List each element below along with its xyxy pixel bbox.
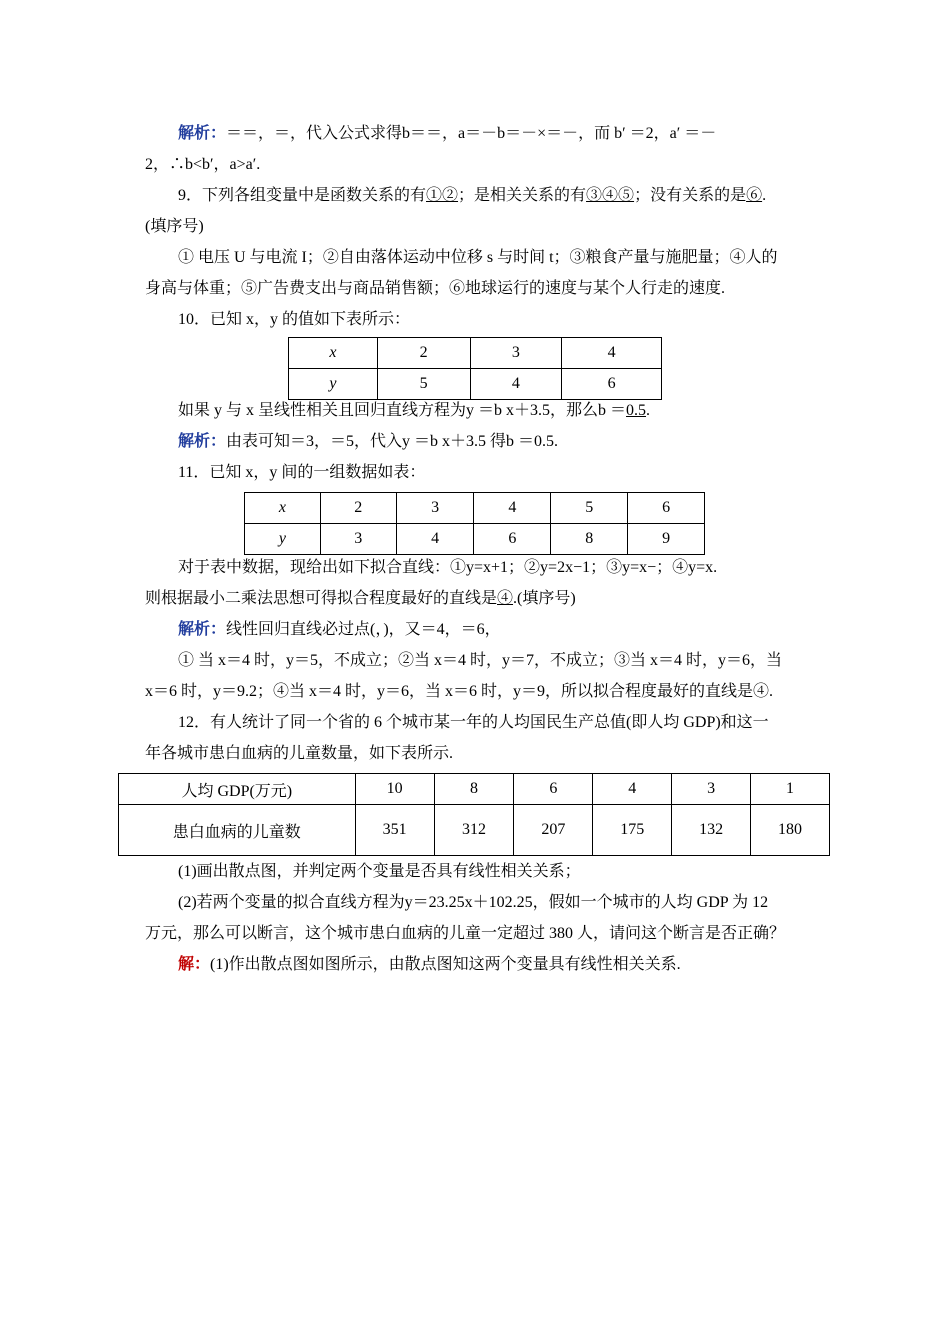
solution-label: 解析：	[178, 433, 227, 450]
table-cell: 6	[514, 774, 593, 805]
table-cell: 2	[377, 338, 470, 369]
answer-fill: ④	[497, 590, 514, 607]
solution-label: 解析：	[178, 621, 227, 638]
table-row	[119, 774, 830, 805]
table-cell: 4	[593, 774, 672, 805]
table-cell: 8	[551, 524, 628, 555]
question-10-condition	[178, 401, 650, 421]
table-cell: 1	[751, 774, 830, 805]
solution-label: 解：	[178, 956, 211, 973]
question-9-items-2: 身高与体重；⑤广告费支出与商品销售额；⑥地球运行的速度与某个人行走的速度.	[145, 280, 726, 297]
table-cell: 312	[434, 805, 514, 856]
answer-fill: ⑥	[746, 187, 763, 204]
table-cell: x	[245, 493, 321, 524]
table-cell: 人均 GDP(万元)	[119, 774, 356, 805]
question-text: 如果 y 与 x 呈线性相关且回归直线方程为y ＝b x＋3.5，那么b ＝	[178, 402, 627, 419]
question-11-fit-lines: 对于表中数据，现给出如下拟合直线：①y=x+1；②y=2x−1；③y=x−；④y=x.	[178, 559, 718, 576]
table-11	[244, 492, 705, 555]
table-cell: 6	[474, 524, 551, 555]
question-12-part-2-line-1: (2)若两个变量的拟合直线方程为y＝23.25x＋102.25，假如一个城市的人均 GDP 为 12	[178, 894, 769, 911]
solution-text: 线性回归直线必过点(，)，又＝4，＝6，	[226, 621, 501, 638]
table-cell: 351	[355, 805, 434, 856]
solution-text: 由表可知＝3，＝5，代入y ＝b x＋3.5 得b ＝0.5.	[226, 433, 559, 450]
table-cell: 180	[751, 805, 830, 856]
table-cell: 9	[628, 524, 705, 555]
question-text: ；没有关系的是	[634, 187, 747, 204]
table-cell: 8	[434, 774, 514, 805]
answer-fill: 0.5	[626, 402, 647, 419]
table-cell: 10	[355, 774, 434, 805]
table-cell: 3	[320, 524, 396, 555]
question-9	[178, 186, 766, 206]
question-text: .	[646, 402, 651, 419]
question-9-fill-hint: (填序号)	[145, 218, 204, 235]
table-cell: 4	[474, 493, 551, 524]
table-cell: 3	[470, 338, 562, 369]
question-12-line-2: 年各城市患白血病的儿童数量，如下表所示.	[145, 745, 454, 762]
question-text: .(填序号)	[513, 590, 576, 607]
answer-fill: ③④⑤	[586, 187, 635, 204]
solution-text: 2，∴b<b′，a>a′.	[145, 156, 261, 173]
question-12-part-2-line-2: 万元，那么可以断言，这个城市患白血病的儿童一定超过 380 人，请问这个断言是否正确？	[145, 925, 786, 942]
table-cell: 132	[672, 805, 751, 856]
table-cell: 5	[377, 369, 470, 400]
question-text: 9．下列各组变量中是函数关系的有	[178, 187, 427, 204]
question-11: 11．已知 x，y 间的一组数据如表：	[178, 464, 426, 481]
question-text: .	[762, 187, 767, 204]
table-cell: 2	[320, 493, 396, 524]
solution-8-line-1	[178, 124, 716, 144]
table-cell: 5	[551, 493, 628, 524]
solution-11-line-2: ① 当 x＝4 时，y＝5，不成立；②当 x＝4 时，y＝7，不成立；③当 x＝4 时，y＝6，当	[178, 652, 783, 669]
table-cell: x	[289, 338, 378, 369]
table-10	[288, 337, 662, 400]
table-12	[118, 773, 830, 856]
table-cell: y	[245, 524, 321, 555]
table-cell: 患白血病的儿童数	[119, 805, 356, 856]
table-row	[119, 805, 830, 856]
solution-8-line-2	[145, 155, 260, 175]
table-cell: 6	[628, 493, 705, 524]
solution-11	[178, 620, 501, 640]
table-cell: 3	[396, 493, 474, 524]
solution-12	[178, 955, 681, 975]
question-11-ask	[145, 589, 576, 609]
table-cell: 4	[562, 338, 662, 369]
table-cell: 207	[514, 805, 593, 856]
table-row	[245, 493, 705, 524]
solution-text: ＝＝，＝，代入公式求得b＝＝，a＝－b＝－×＝－，而 b′ ＝2，a′ ＝－	[226, 125, 717, 142]
question-text: 则根据最小二乘法思想可得拟合程度最好的直线是	[145, 590, 498, 607]
table-cell: y	[289, 369, 378, 400]
table-cell: 175	[593, 805, 672, 856]
table-cell: 3	[672, 774, 751, 805]
table-row	[245, 524, 705, 555]
solution-text: (1)作出散点图如图所示，由散点图知这两个变量具有线性相关关系.	[210, 956, 681, 973]
solution-10	[178, 432, 558, 452]
question-12-line-1: 12．有人统计了同一个省的 6 个城市某一年的人均国民生产总值(即人均 GDP)和这一	[178, 714, 769, 731]
question-text: ；是相关关系的有	[458, 187, 587, 204]
solution-11-line-3: x＝6 时，y＝9.2；④当 x＝4 时，y＝6，当 x＝6 时，y＝9，所以拟合程度最好的直线是④.	[145, 683, 774, 700]
question-12-part-1: (1)画出散点图，并判定两个变量是否具有线性相关关系；	[178, 863, 581, 880]
table-cell: 6	[562, 369, 662, 400]
solution-label: 解析：	[178, 125, 227, 142]
question-9-items-1: ① 电压 U 与电流 I；②自由落体运动中位移 s 与时间 t；③粮食产量与施肥量；④人的	[178, 249, 778, 266]
answer-fill: ①②	[426, 187, 459, 204]
table-cell: 4	[470, 369, 562, 400]
table-row	[289, 338, 662, 369]
table-cell: 4	[396, 524, 474, 555]
table-row	[289, 369, 662, 400]
question-10: 10．已知 x，y 的值如下表所示：	[178, 311, 411, 328]
